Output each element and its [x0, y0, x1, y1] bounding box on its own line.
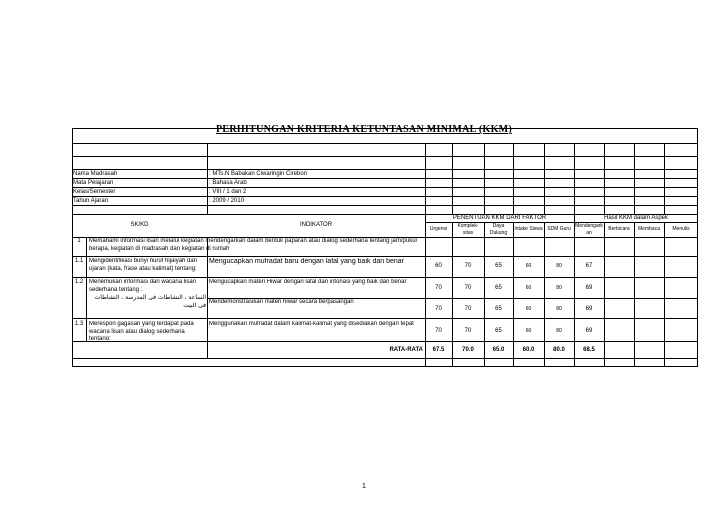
page-title: PERHITUNGAN KRITERIA KETUNTASAN MINIMAL (KKM) [215, 124, 513, 135]
value-mendengarkan: 67 [585, 263, 593, 269]
info-value: : VIII / 1 dan 2 [209, 189, 247, 195]
value-kompleksitas: 70 [464, 285, 472, 291]
kd-number: 1.2 [74, 279, 84, 285]
value-intake: 60 [525, 285, 532, 291]
value-intake: 60 [525, 306, 532, 312]
grid-line [513, 143, 514, 214]
info-value: : Bahasa Arab [209, 180, 247, 186]
grid-line [86, 237, 87, 341]
indikator-text: Mengucapkan materi Hiwar dengan lafal dan intonasi yang baik dan benar [209, 279, 407, 285]
grid-line [513, 222, 514, 367]
kd-text: Mengidentifikasi bunyi huruf hijaiyah dan ujaran (kata, frase atau kalimat) tentang: [89, 258, 198, 272]
grid-line [207, 143, 208, 214]
value-intake: 60 [525, 263, 532, 269]
grid-line [604, 143, 605, 214]
info-label: Kelas/Semester [73, 189, 116, 195]
header-daya-line2: Dukung [489, 229, 508, 236]
kd-number: 1.3 [74, 321, 84, 327]
value-daya-dukung: 65 [495, 306, 502, 312]
value-daya-dukung: 65 [495, 263, 502, 269]
header-hasil: Hasil KKM dalam Aspek [603, 214, 669, 221]
value-daya-dukung: 65 [495, 285, 502, 291]
header-penentuan: PENENTUAN KKM DARI FAKTOR [452, 214, 547, 221]
indikator-text: Mengucapkan mufradat baru dengan lafal yang baik dan benar [209, 258, 404, 265]
header-indikator: INDIKATOR [299, 222, 333, 228]
header-berbicara: Berbicara [608, 226, 630, 232]
grid-line [634, 222, 635, 367]
header-menulis: Menulis [672, 226, 690, 232]
kd-arabic-text: الساعة ، النشاطات فى المدرسة ، النشاطات فى البيت [94, 294, 206, 309]
page-number: 1 [362, 483, 366, 490]
grid-line [544, 222, 545, 367]
value-kompleksitas: 70 [464, 263, 472, 269]
grid-line [484, 143, 485, 214]
grid-line [664, 143, 665, 214]
header-mendengarkan-line1: Mendengark [575, 222, 603, 229]
value-intake: 60 [525, 328, 532, 334]
value-sdm: 80 [556, 328, 562, 334]
kd-number: 1.1 [74, 258, 84, 264]
sk-number: 1 [77, 238, 81, 244]
info-label: Nama Madrasah [73, 171, 118, 177]
value-daya-dukung: 65 [495, 328, 502, 334]
grid-line [634, 143, 635, 214]
header-urgensi: Urgensi [429, 226, 448, 232]
grid-line [544, 143, 545, 214]
info-label: Tahun Ajaran [73, 198, 109, 204]
rata-rata-label: RATA-RATA [389, 347, 423, 353]
grid-line [484, 222, 485, 367]
kd-text: Merespon gagasan yang terdapat pada wacana lisan atau dialog sederhana tentang: [89, 321, 194, 340]
header-intake: Intake Siswa [514, 226, 543, 232]
indikator-text: Menggunakan mufradat dalam kalimat-kalimat yang disediakan dengan tepat [209, 321, 414, 327]
grid-line [664, 222, 665, 367]
kd-text: Menemukan informasi dari wacana lisan sederhana tentang : [89, 279, 197, 293]
rata-intake: 60.0 [522, 347, 535, 353]
info-label: Mata Pelajaran [73, 180, 114, 186]
rata-sdm: 80.0 [553, 347, 565, 353]
value-kompleksitas: 70 [464, 306, 472, 312]
value-kompleksitas: 70 [464, 328, 472, 334]
value-sdm: 80 [556, 306, 562, 312]
info-value: : 2009 / 2010 [209, 198, 245, 204]
rata-kompleksitas: 70.0 [462, 347, 474, 353]
grid-line [452, 222, 453, 367]
value-urgensi: 60 [435, 263, 442, 269]
header-sdm: SDM Guru [547, 226, 571, 232]
rata-urgensi: 67.5 [432, 347, 445, 353]
value-urgensi: 70 [435, 285, 442, 291]
header-daya-line1: Daya [492, 222, 505, 229]
sk-text: Memahami informasi lisan melalui kegiatan mendengarkan dalam bentuk paparan atau dialog sederhana tentang jam/pukul berapa, kegiatan di madrasah dan kegiatan di rumah [89, 238, 417, 252]
value-urgensi: 70 [435, 306, 442, 312]
value-mendengarkan: 69 [585, 306, 593, 312]
rata-daya-dukung: 65.0 [492, 347, 505, 353]
header-mendengarkan-line2: an [586, 229, 592, 236]
info-value: : MTs.N Babakan Ciwaringin Cirebon [209, 171, 308, 177]
value-urgensi: 70 [435, 328, 442, 334]
value-mendengarkan: 69 [585, 285, 593, 291]
header-kompleksitas-line1: Komplek- [457, 222, 479, 229]
value-mendengarkan: 69 [585, 328, 593, 334]
header-kompleksitas-line2: sitas [462, 229, 474, 236]
indikator-text: Mendemonstrasikan materi hiwar secara berpasangan [209, 299, 354, 305]
grid-line [604, 222, 605, 367]
rata-mendengarkan: 68.5 [583, 347, 595, 353]
header-membaca: Membaca [638, 226, 660, 232]
value-sdm: 80 [556, 263, 562, 269]
value-sdm: 80 [556, 285, 562, 291]
grid-line [452, 143, 453, 214]
header-skkd: SK/KD [130, 222, 149, 228]
